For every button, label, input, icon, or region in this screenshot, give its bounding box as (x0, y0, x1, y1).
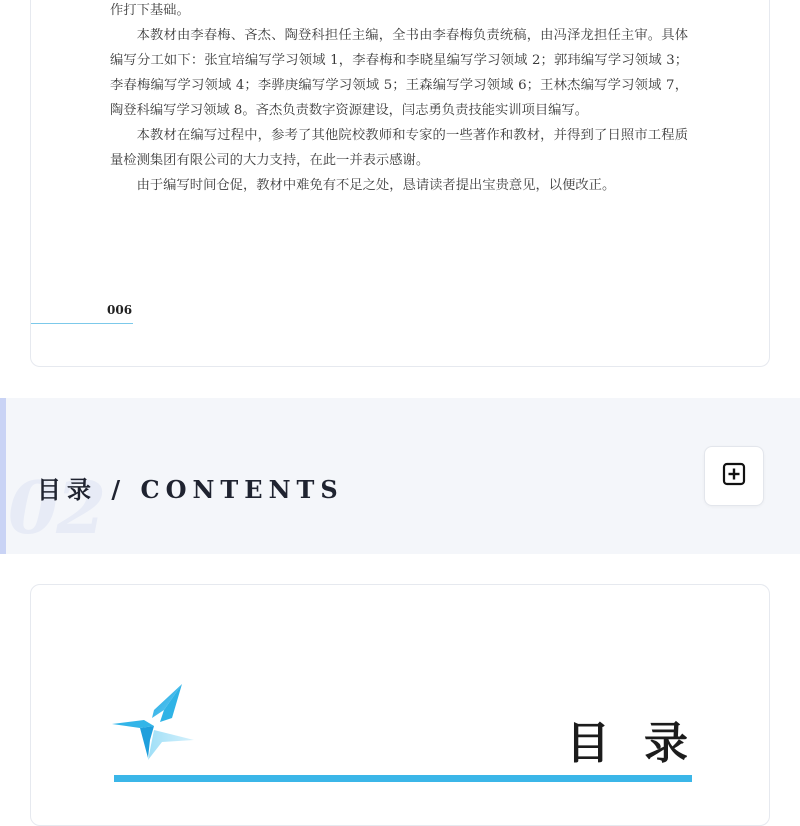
section-accent-bar (0, 398, 6, 554)
preface-paragraph: 作打下基础。 (110, 3, 190, 18)
toc-heading: 目录 (566, 718, 722, 769)
preface-paragraph: 由于编写时间仓促，教材中难免有不足之处，恳请读者提出宝贵意见，以便改正。 (136, 178, 616, 193)
toc-heading-rule (114, 775, 692, 782)
expand-button[interactable] (704, 446, 764, 506)
section-title: 目录 / CONTENTS (37, 475, 344, 504)
preface-paragraph: 本教材在编写过程中，参考了其他院校教师和专家的一些著作和教材，并得到了日照市工程质量检测集团有限公司的大力支持，在此一并表示感谢。 (110, 128, 688, 168)
section-number-watermark: 02 (8, 465, 105, 550)
preface-paragraph: 本教材由李春梅、吝杰、陶登科担任主编，全书由李春梅负责统稿，由冯泽龙担任主审。具体编写分工如下：张宜培编写学习领域 1，李春梅和李晓星编写学习领域 2；郭玮编写学习领域 3；李春梅编写学习领域 4；李骅庚编写学习领域 5；王森编写学习领域 6；王林杰编写学习领域 7，陶登科编写学习领域 8。吝杰负责数字资源建设，闫志勇负责技能实训项目编写。 (110, 28, 688, 118)
page-number-rule (31, 323, 133, 324)
page-number: 006 (107, 303, 133, 317)
plus-square-icon (722, 462, 746, 490)
preface-text (110, 0, 688, 198)
star-logo-icon (110, 684, 200, 774)
